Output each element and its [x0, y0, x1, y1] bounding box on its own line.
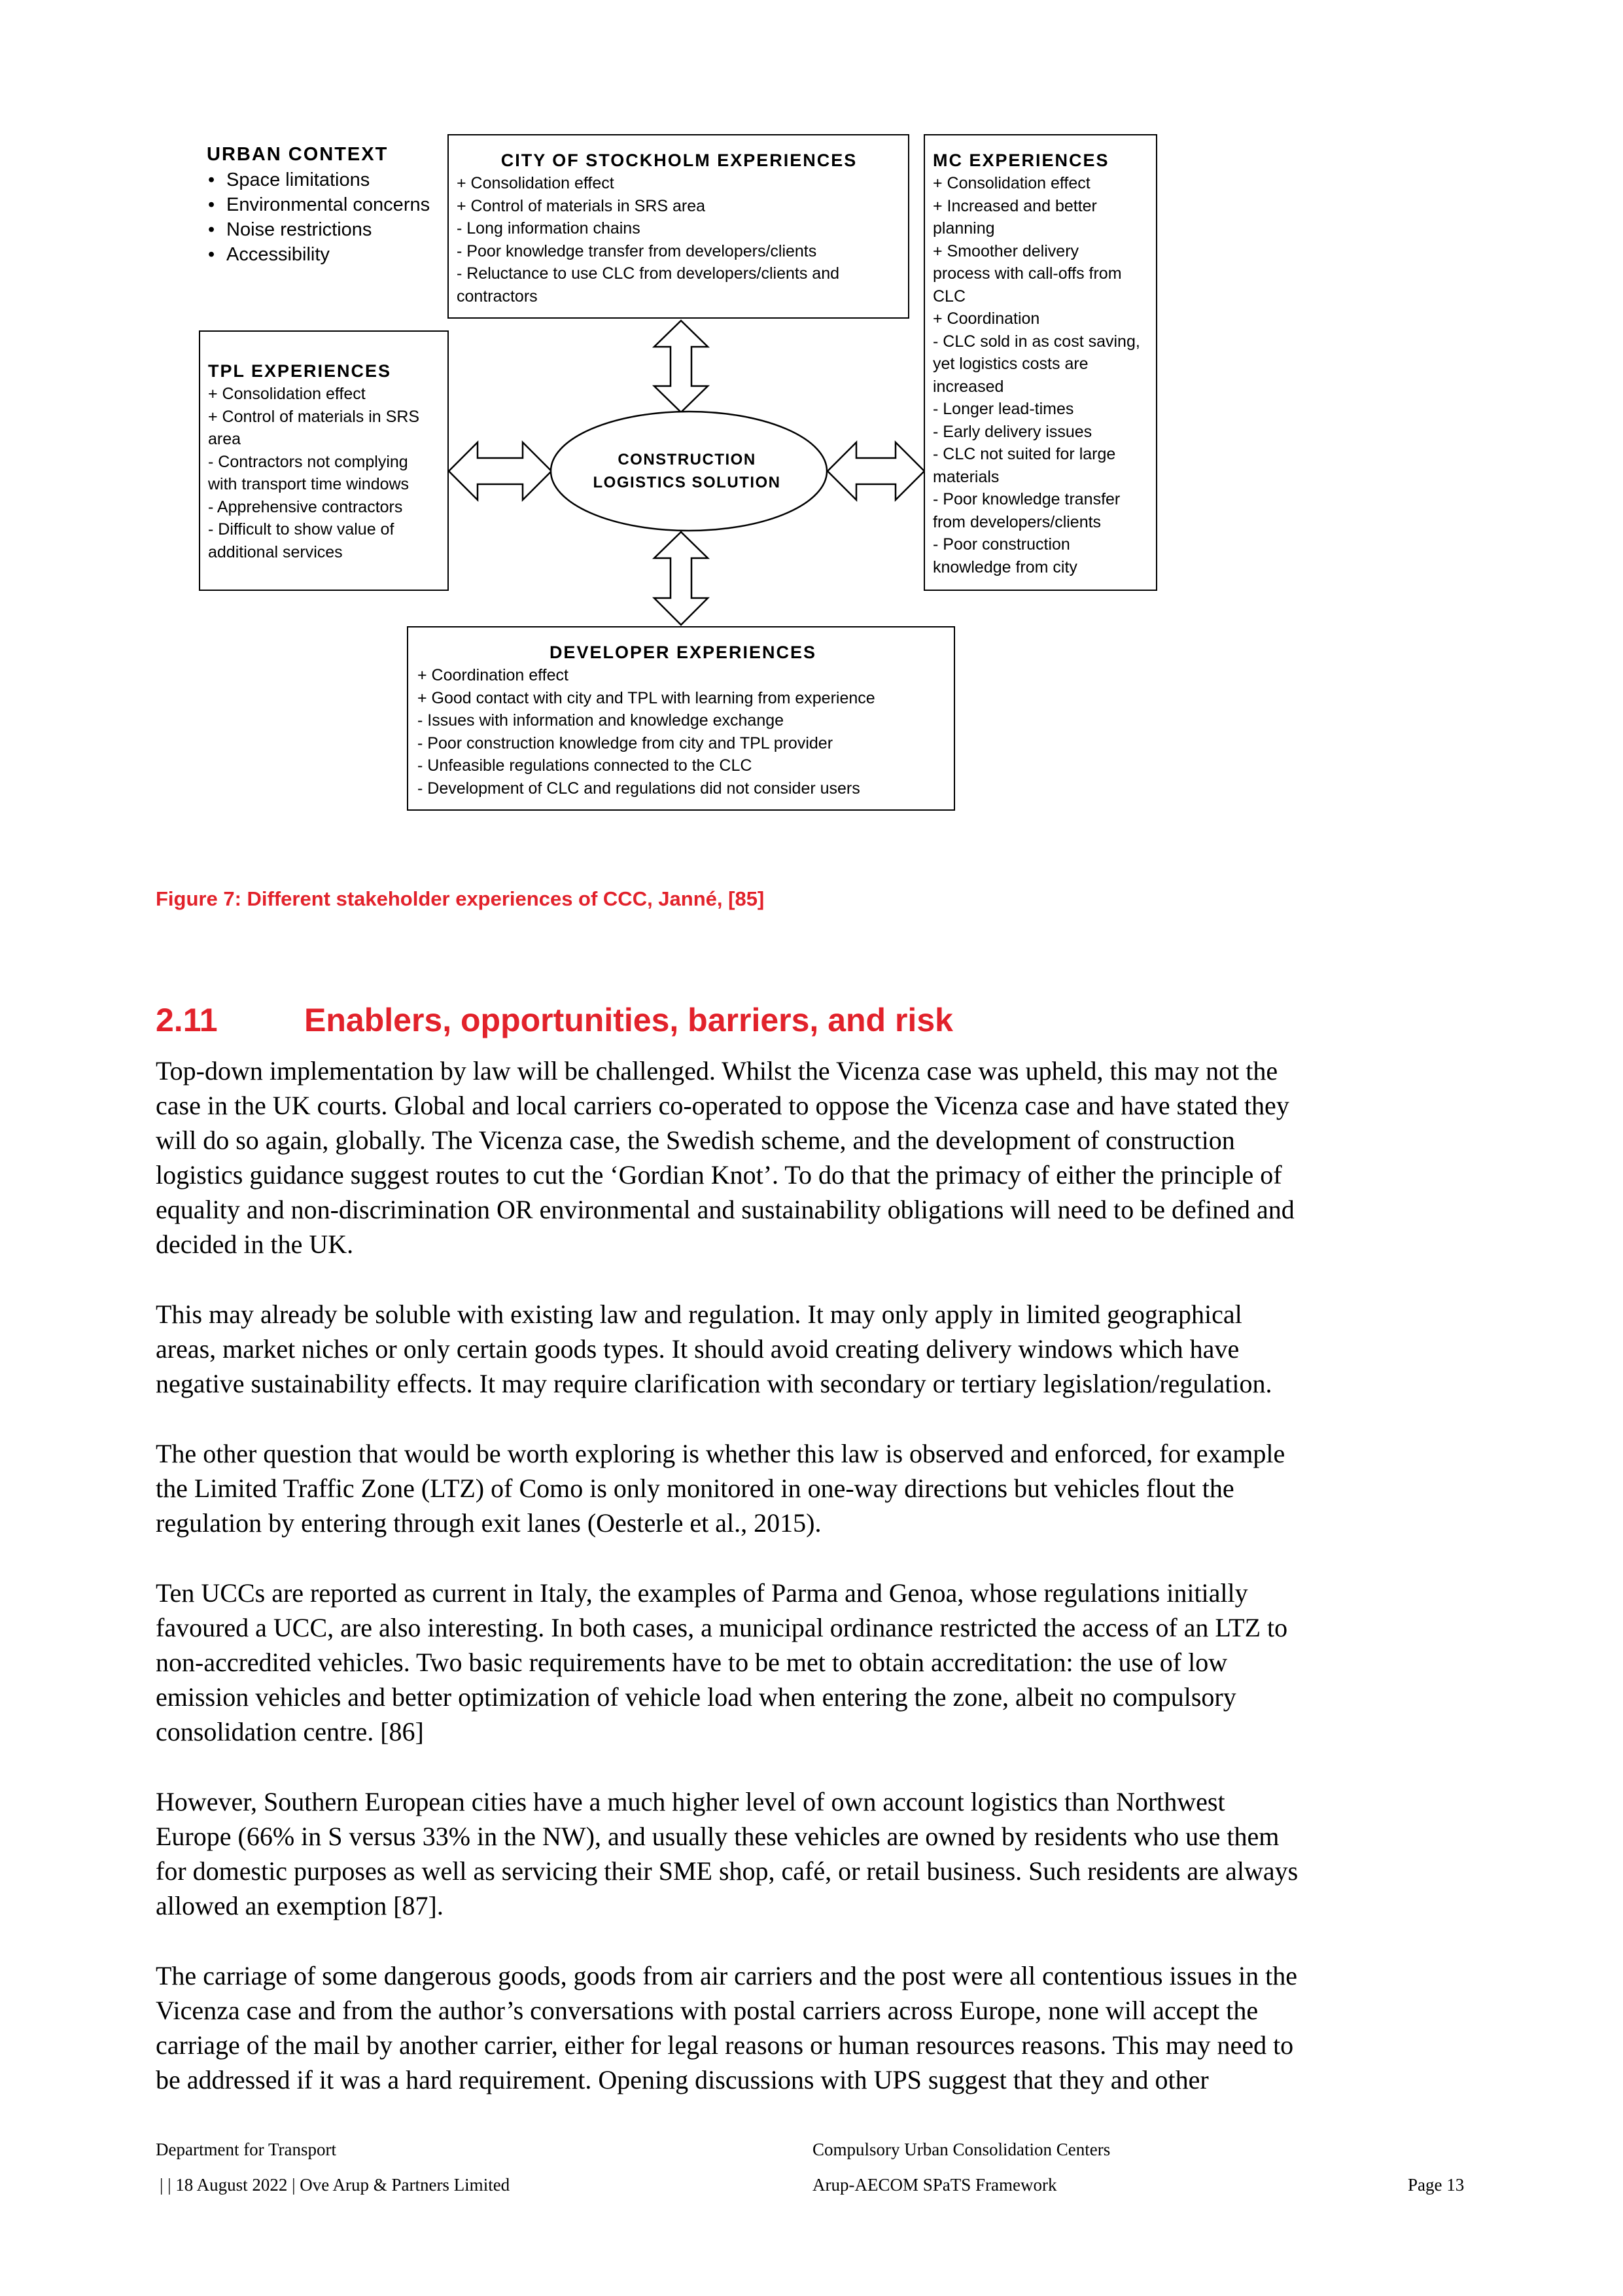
paragraph — [156, 1784, 1477, 1923]
mc-line: materials — [933, 467, 1000, 486]
paragraph — [156, 1958, 1477, 2097]
city-stockholm-line: + Control of materials in SRS area — [457, 196, 706, 215]
paragraph — [156, 1053, 1477, 1262]
mc-experiences-box — [924, 134, 1157, 591]
arrow-left — [449, 442, 551, 500]
city-stockholm-line: - Reluctance to use CLC from developers/clients and — [457, 264, 840, 283]
tpl-line: + Consolidation effect — [208, 385, 366, 403]
urban-context-item: • Space limitations — [207, 168, 455, 192]
mc-line: increased — [933, 377, 1004, 396]
mc-line: - CLC sold in as cost saving, — [933, 332, 1140, 351]
city-stockholm-line: contractors — [457, 287, 538, 306]
paragraph-line: case in the UK courts. Global and local carriers co-operated to oppose the Vicenza case and have stated they — [156, 1091, 1289, 1120]
city-stockholm-title: CITY OF STOCKHOLM EXPERIENCES — [500, 150, 858, 170]
footer-department: Department for Transport — [156, 2140, 336, 2159]
paragraph — [156, 1436, 1477, 1540]
paragraph-line: This may already be soluble with existing law and regulation. It may only apply in limited geographical — [156, 1299, 1242, 1329]
paragraph-line: be addressed if it was a hard requirement. Opening discussions with UPS suggest that they and other — [156, 2065, 1209, 2094]
tpl-experiences-box — [199, 330, 449, 591]
paragraph-line: carriage of the mail by another carrier, either for legal reasons or human resources reasons. This may need to — [156, 2030, 1294, 2060]
mc-line: from developers/clients — [933, 512, 1102, 531]
footer-page-number: Page 13 — [1408, 2175, 1465, 2195]
mc-line: - CLC not suited for large — [933, 445, 1116, 463]
tpl-line: - Contractors not complying — [208, 452, 408, 471]
mc-line: + Coordination — [933, 309, 1040, 328]
paragraph-line: will do so again, globally. The Vicenza case, the Swedish scheme, and the development of construction — [156, 1125, 1235, 1155]
center-label-line: CONSTRUCTION — [618, 451, 756, 468]
mc-line: - Poor construction — [933, 535, 1070, 554]
city-stockholm-line: - Long information chains — [457, 219, 640, 238]
mc-line: + Smoother delivery — [933, 241, 1079, 260]
arrow-top — [654, 321, 708, 412]
city-stockholm-box — [447, 134, 909, 319]
urban-context-item: • Environmental concerns — [207, 192, 455, 217]
urban-context-item: • Accessibility — [207, 242, 455, 267]
mc-line: - Poor knowledge transfer — [933, 490, 1121, 508]
paragraph-line: The carriage of some dangerous goods, goods from air carriers and the post were all contentious issues in the — [156, 1961, 1298, 1990]
tpl-experiences-title: TPL EXPERIENCES — [208, 361, 392, 381]
paragraph-line: consolidation centre. [86] — [156, 1717, 424, 1746]
mc-line: + Consolidation effect — [933, 174, 1091, 192]
paragraph-line: allowed an exemption [87]. — [156, 1891, 444, 1920]
arrow-bottom — [654, 532, 708, 625]
mc-line: - Early delivery issues — [933, 422, 1092, 441]
paragraph-line: The other question that would be worth exploring is whether this law is observed and enforced, for example — [156, 1439, 1285, 1468]
tpl-line: area — [208, 430, 241, 448]
mc-line: + Increased and better — [933, 196, 1097, 215]
footer-date-company: | | 18 August 2022 | Ove Arup & Partners Limited — [160, 2175, 510, 2195]
developer-line: - Development of CLC and regulations did not consider users — [417, 779, 860, 798]
mc-line: yet logistics costs are — [933, 355, 1089, 373]
footer-framework: Arup-AECOM SPaTS Framework — [812, 2175, 1057, 2195]
city-stockholm-line: + Consolidation effect — [457, 174, 614, 192]
mc-line: - Longer lead-times — [933, 400, 1074, 418]
developer-line: - Poor construction knowledge from city and TPL provider — [417, 733, 833, 752]
paragraph — [156, 1576, 1477, 1749]
paragraph-line: equality and non-discrimination OR environmental and sustainability obligations will need to be defined and — [156, 1195, 1295, 1224]
urban-context-block — [207, 141, 455, 267]
urban-context-item: • Noise restrictions — [207, 217, 455, 242]
paragraph-line: decided in the UK. — [156, 1229, 354, 1259]
paragraph-line: negative sustainability effects. It may require clarification with secondary or tertiary legislation/regulation. — [156, 1369, 1272, 1398]
paragraph-line: Europe (66% in S versus 33% in the NW), and usually these vehicles are owned by residents who use them — [156, 1822, 1280, 1851]
mc-line: knowledge from city — [933, 557, 1077, 576]
paragraph-line: However, Southern European cities have a much higher level of own account logistics than Northwest — [156, 1787, 1225, 1816]
tpl-line: - Apprehensive contractors — [208, 497, 403, 516]
section-number: 2.11 — [156, 1002, 218, 1038]
mc-line: process with call-offs from — [933, 264, 1122, 283]
city-stockholm-line: - Poor knowledge transfer from developers/clients — [457, 241, 817, 260]
urban-context-title: URBAN CONTEXT — [207, 144, 389, 165]
paragraph — [156, 1297, 1477, 1401]
developer-line: - Issues with information and knowledge exchange — [417, 711, 784, 730]
paragraph-line: regulation by entering through exit lanes (Oesterle et al., 2015). — [156, 1508, 822, 1538]
developer-line: - Unfeasible regulations connected to the CLC — [417, 756, 752, 775]
footer-document-title: Compulsory Urban Consolidation Centers — [812, 2140, 1111, 2159]
tpl-line: with transport time windows — [208, 475, 410, 493]
paragraph-line: Top-down implementation by law will be challenged. Whilst the Vicenza case was upheld, this may not the — [156, 1056, 1278, 1086]
paragraph-line: Ten UCCs are reported as current in Italy, the examples of Parma and Genoa, whose regulations initially — [156, 1578, 1248, 1608]
center-label-line: LOGISTICS SOLUTION — [593, 474, 781, 491]
developer-line: + Coordination effect — [417, 666, 568, 684]
mc-experiences-title: MC EXPERIENCES — [933, 150, 1109, 170]
arrow-right — [828, 442, 924, 500]
paragraph-line: logistics guidance suggest routes to cut the ‘Gordian Knot’. To do that the primacy of either the principle of — [156, 1160, 1282, 1190]
mc-line: planning — [933, 219, 995, 238]
paragraph-line: emission vehicles and better optimization of vehicle load when entering the zone, albeit no compulsory — [156, 1682, 1236, 1712]
mc-line: CLC — [933, 287, 966, 306]
construction-logistics-solution-label — [550, 448, 824, 494]
paragraph-line: areas, market niches or only certain goods types. It should avoid creating delivery windows which have — [156, 1334, 1240, 1364]
developer-experiences-box — [407, 626, 955, 811]
section-title: Enablers, opportunities, barriers, and risk — [304, 1002, 953, 1038]
tpl-line: - Difficult to show value of — [208, 520, 394, 539]
paragraph-line: favoured a UCC, are also interesting. In both cases, a municipal ordinance restricted the access of an LTZ to — [156, 1613, 1288, 1642]
developer-experiences-title: DEVELOPER EXPERIENCES — [549, 643, 817, 662]
paragraph-line: for domestic purposes as well as servicing their SME shop, café, or retail business. Such residents are always — [156, 1856, 1299, 1886]
developer-line: + Good contact with city and TPL with learning from experience — [417, 688, 875, 707]
paragraph-line: the Limited Traffic Zone (LTZ) of Como is only monitored in one-way directions but vehicles flout the — [156, 1474, 1234, 1503]
figure-caption: Figure 7: Different stakeholder experiences of CCC, Janné, [85] — [156, 887, 765, 910]
paragraph-line: Vicenza case and from the author’s conversations with postal carriers across Europe, none will accept the — [156, 1996, 1259, 2025]
section-heading — [156, 1001, 953, 1039]
tpl-line: additional services — [208, 542, 343, 561]
paragraph-line: non-accredited vehicles. Two basic requirements have to be met to obtain accreditation: the use of low — [156, 1648, 1228, 1677]
tpl-line: + Control of materials in SRS — [208, 407, 420, 426]
urban-context-list — [207, 168, 455, 267]
